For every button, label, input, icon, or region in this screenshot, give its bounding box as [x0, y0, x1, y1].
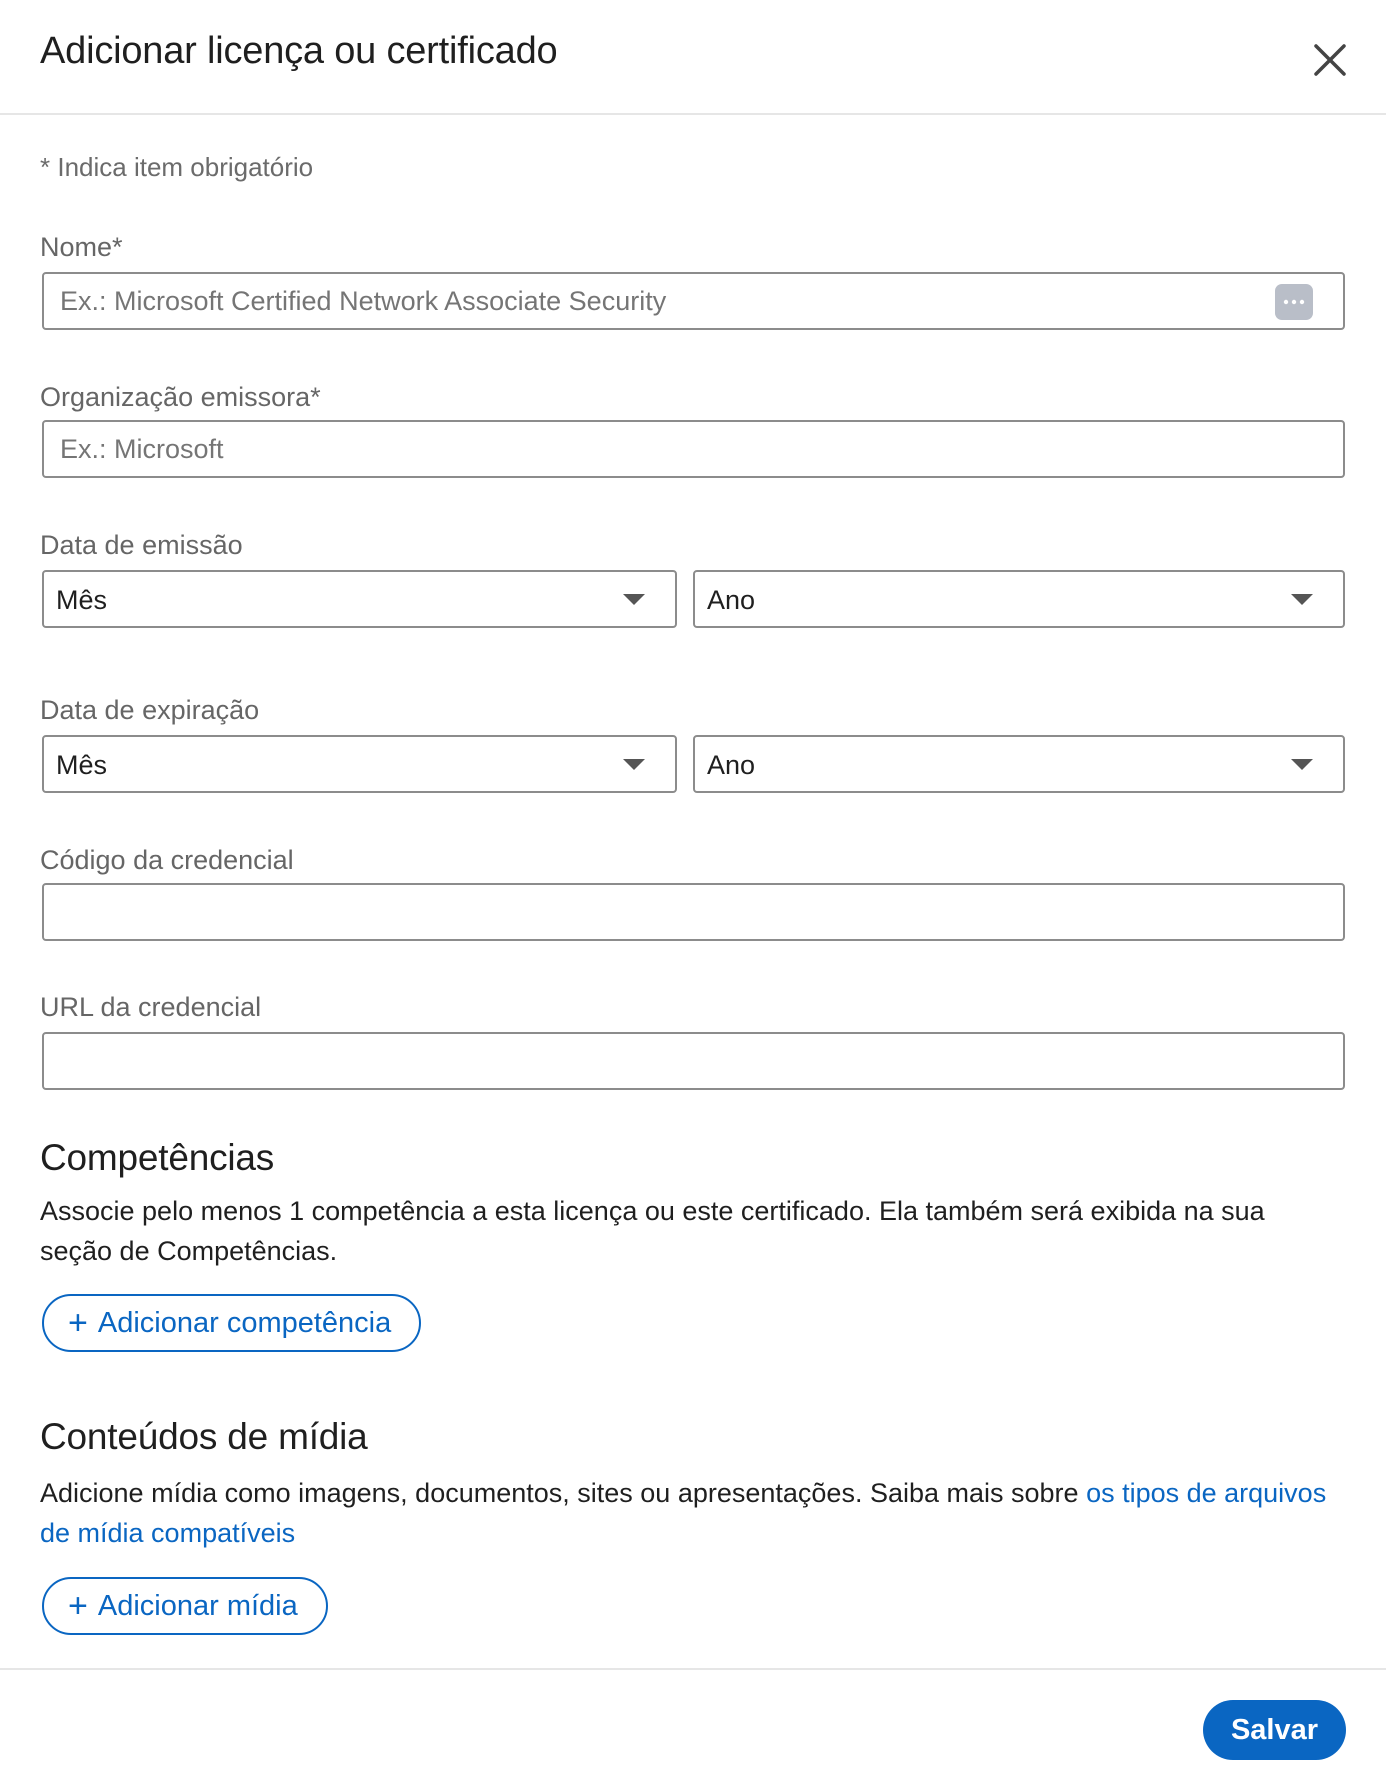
expiration-month-select[interactable]: [42, 735, 677, 793]
modal-header: [0, 0, 1386, 115]
expiration-month-value: Mês: [56, 750, 108, 780]
issue-year-select[interactable]: [693, 570, 1345, 628]
plus-icon: +: [68, 1304, 88, 1342]
credential-id-input[interactable]: [42, 883, 1345, 941]
media-title: Conteúdos de mídia: [40, 1416, 368, 1457]
add-media-button[interactable]: [42, 1577, 328, 1635]
credential-url-input[interactable]: [42, 1032, 1345, 1090]
ellipsis-icon: [1275, 284, 1313, 320]
expiration-year-value: Ano: [707, 750, 756, 780]
save-button[interactable]: Salvar: [1203, 1700, 1346, 1760]
add-skill-button[interactable]: [42, 1294, 421, 1352]
required-note: * Indica item obrigatório: [40, 152, 314, 182]
expiration-date-label: Data de expiração: [40, 695, 260, 725]
expiration-year-select[interactable]: [693, 735, 1345, 793]
issue-date-label: Data de emissão: [40, 530, 243, 560]
issue-month-select[interactable]: [42, 570, 677, 628]
media-description: [40, 1473, 1340, 1553]
media-types-link[interactable]: os tipos de arquivos de mídia compatíveis: [40, 1478, 1327, 1548]
add-media-label: Adicionar mídia: [97, 1589, 298, 1622]
modal-title: Adicionar licença ou certificado: [40, 30, 558, 72]
issue-year-value: Ano: [707, 585, 756, 615]
plus-icon: +: [68, 1587, 88, 1625]
close-button[interactable]: [1310, 40, 1350, 80]
issue-month-value: Mês: [56, 585, 108, 615]
autofill-icon[interactable]: [1275, 284, 1313, 320]
skills-title: Competências: [40, 1137, 275, 1178]
chevron-down-icon: [623, 594, 645, 605]
modal-footer: [0, 1668, 1386, 1772]
credential-url-label: URL da credencial: [40, 992, 262, 1022]
add-skill-label: Adicionar competência: [97, 1306, 392, 1339]
chevron-down-icon: [623, 759, 645, 770]
chevron-down-icon: [1291, 594, 1313, 605]
chevron-down-icon: [1291, 759, 1313, 770]
name-input[interactable]: [42, 272, 1345, 330]
media-description-text: Adicione mídia como imagens, documentos, sites ou apresentações. Saiba mais sobre: [40, 1478, 1087, 1508]
credential-id-label: Código da credencial: [40, 845, 294, 875]
organization-input[interactable]: [42, 420, 1345, 478]
name-label: Nome*: [40, 232, 123, 262]
close-icon: [1310, 40, 1350, 80]
skills-description: Associe pelo menos 1 competência a esta licença ou este certificado. Ela também será exibida na sua seção de Competências.: [40, 1196, 1265, 1266]
organization-label: Organização emissora*: [40, 382, 321, 412]
